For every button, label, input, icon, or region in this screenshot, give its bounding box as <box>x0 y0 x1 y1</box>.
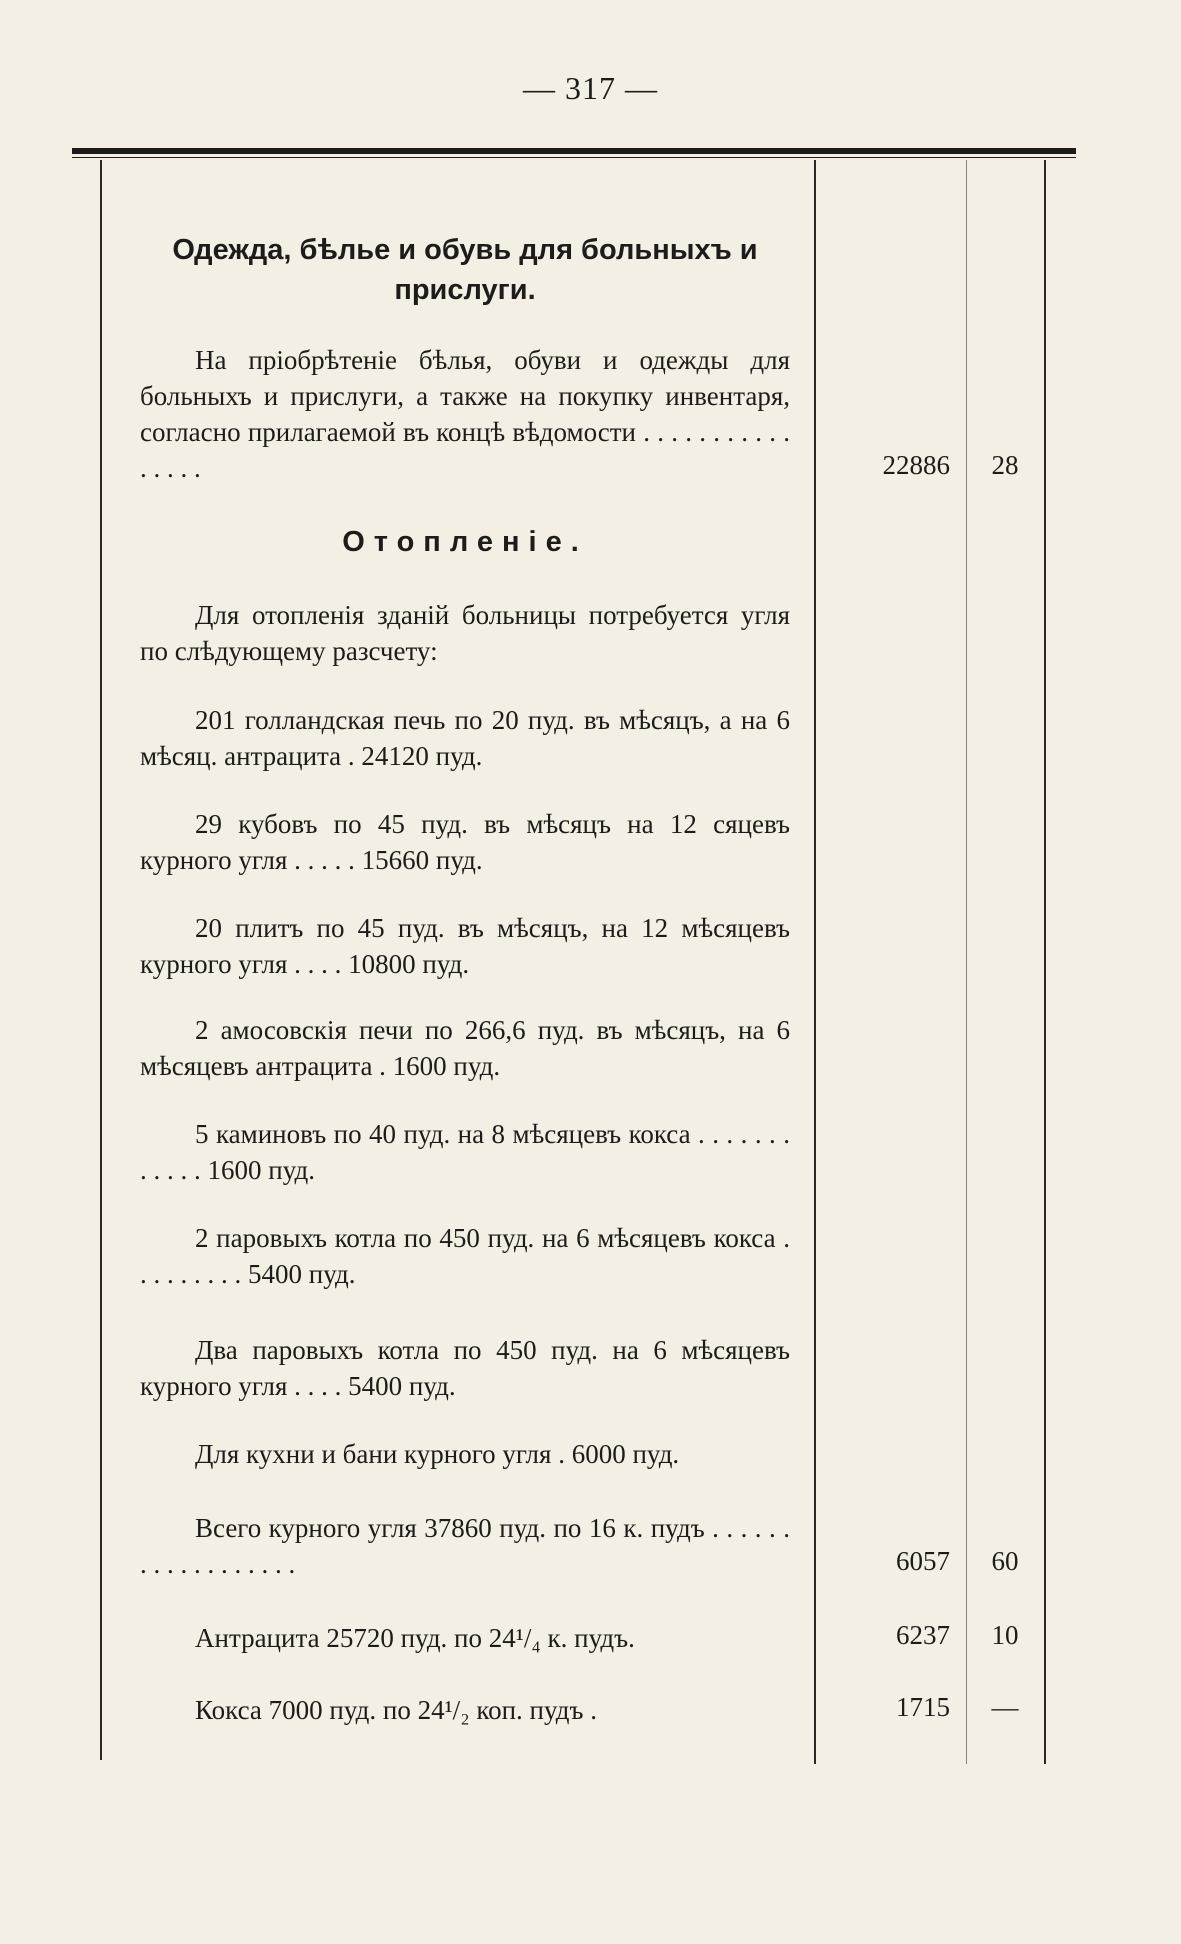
section-title-heating: Отопленіе. <box>342 526 588 558</box>
column-line-amount-divider <box>966 160 967 1764</box>
total-coal-kopecks: 60 <box>991 1546 1019 1576</box>
heating-item: 29 кубовъ по 45 пуд. въ мѣсяцъ на 12 сяцевъ курного угля . . . . . 15660 пуд. <box>140 809 790 875</box>
top-rule-thin <box>72 157 1076 158</box>
total-coal-text: Всего курного угля 37860 пуд. по 16 к. пудъ . . . . . . . . . . . . . . . . . . <box>140 1513 790 1579</box>
heating-item: 20 плитъ по 45 пуд. въ мѣсяцъ, на 12 мѣсяцевъ курного угля . . . . 10800 пуд. <box>140 913 790 979</box>
heating-item: Для кухни и бани курного угля . 6000 пуд. <box>195 1439 680 1469</box>
heating-item: 5 каминовъ по 40 пуд. на 8 мѣсяцевъ кокса . . . . . . . . . . . . 1600 пуд. <box>140 1119 790 1185</box>
total-anthracite-kopecks: 10 <box>991 1620 1019 1650</box>
top-rule <box>72 148 1076 154</box>
total-anthracite-rubles: 6237 <box>896 1620 950 1650</box>
heating-item: 2 амосовскія печи по 266,6 пуд. въ мѣсяцъ, на 6 мѣсяцевъ антрацита . 1600 пуд. <box>140 1015 790 1081</box>
paragraph-clothing: На пріобрѣтеніе бѣлья, обуви и одежды для больныхъ и прислуги, а также на покупку инвентаря, согласно прилагаемой въ концѣ вѣдомости . . . . . . . . . . . . . . . . <box>140 345 790 483</box>
total-anthracite-text: Антрацита 25720 пуд. по 24¹/₄ к. пудъ. <box>195 1623 635 1653</box>
section-title-clothing: Одежда, бѣлье и обувь для больныхъ и прислуги. <box>172 234 758 306</box>
page-number: — 317 — <box>523 70 658 106</box>
paragraph-heating-intro: Для отопленія зданій больницы потребуется угля по слѣдующему разсчету: <box>140 600 790 666</box>
column-line-left <box>100 160 102 1760</box>
heating-item: Два паровыхъ котла по 450 пуд. на 6 мѣсяцевъ курного угля . . . . 5400 пуд. <box>140 1335 790 1401</box>
heating-item: 201 голландская печь по 20 пуд. въ мѣсяцъ, а на 6 мѣсяц. антрацита . 24120 пуд. <box>140 705 790 771</box>
column-line-amount-left <box>814 160 816 1764</box>
column-line-right <box>1044 160 1046 1764</box>
amount-rubles-clothing: 22886 <box>882 450 950 480</box>
total-coal-rubles: 6057 <box>896 1546 950 1576</box>
amount-kopecks-clothing: 28 <box>991 450 1019 480</box>
total-coke-rubles: 1715 <box>896 1692 950 1722</box>
heating-item: 2 паровыхъ котла по 450 пуд. на 6 мѣсяцевъ кокса . . . . . . . . . 5400 пуд. <box>140 1223 790 1289</box>
total-coke-kopecks: — <box>991 1692 1019 1722</box>
total-coke-text: Кокса 7000 пуд. по 24¹/₂ коп. пудъ . <box>195 1695 597 1725</box>
